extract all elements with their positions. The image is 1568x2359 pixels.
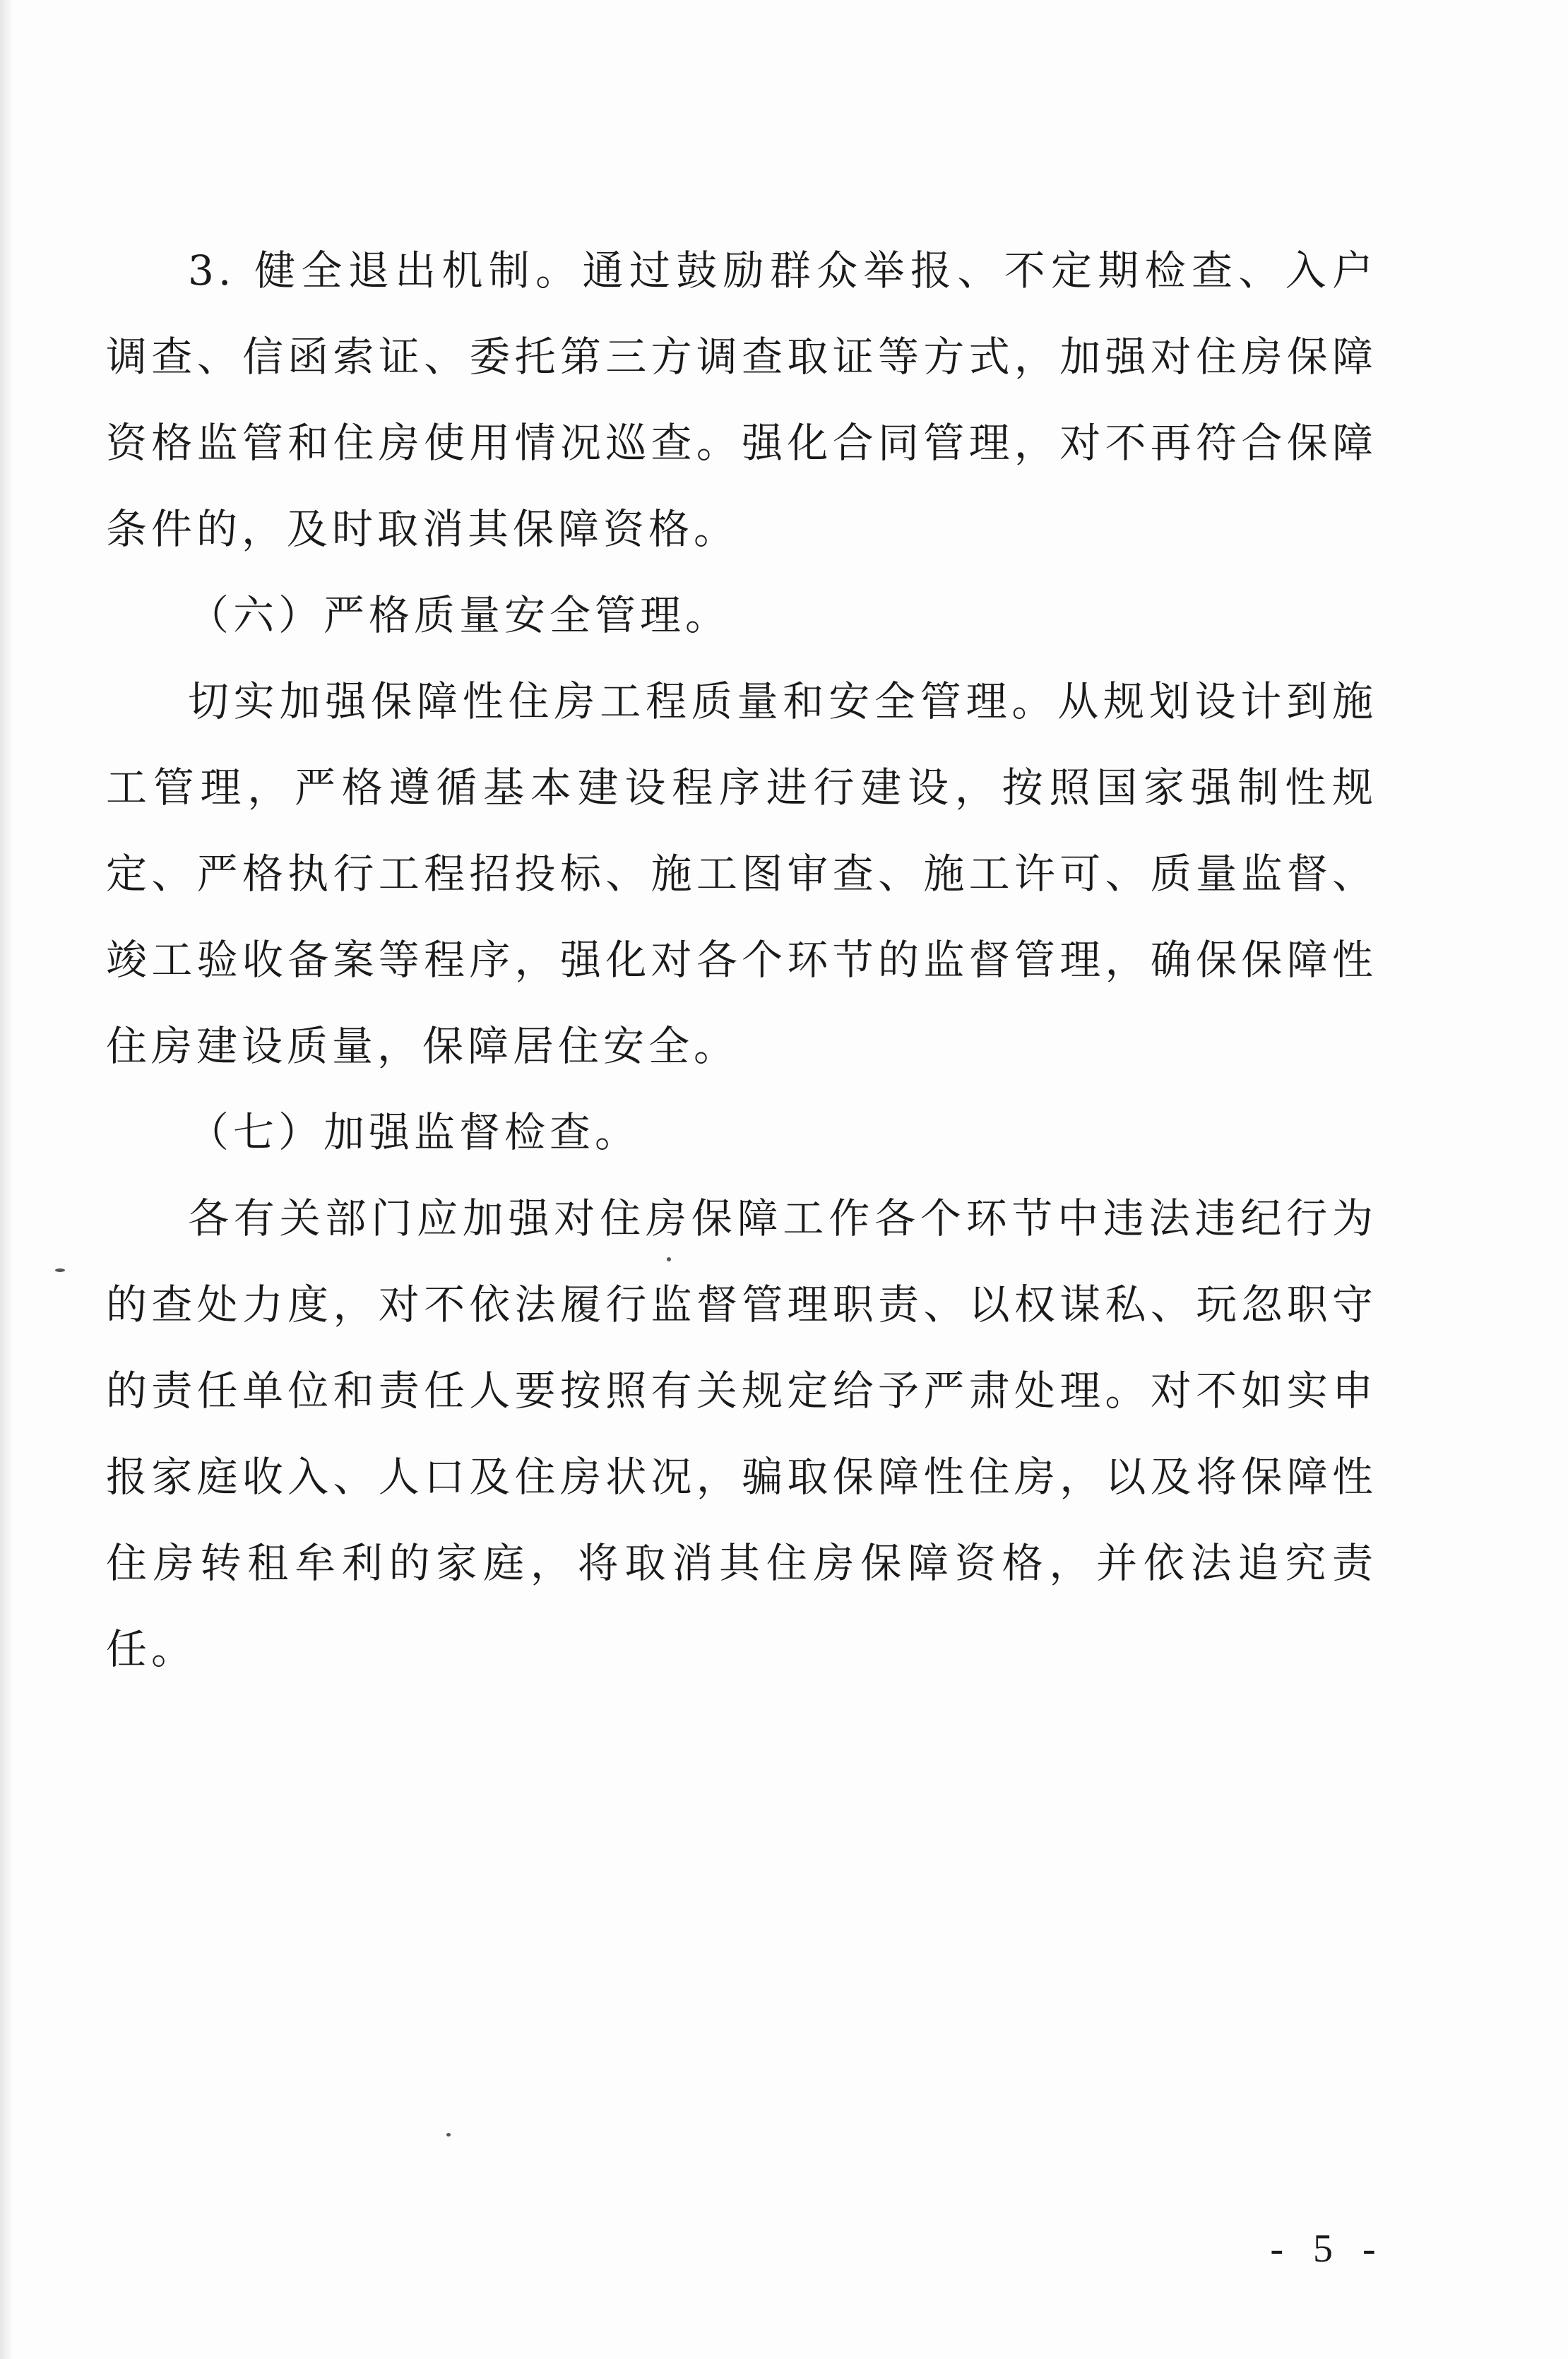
scan-speck — [446, 2133, 451, 2137]
paragraph-exit-mechanism: 3. 健全退出机制。通过鼓励群众举报、不定期检查、入户调查、信函索证、委托第三方调查取证等方式，加强对住房保障资格监管和住房使用情况巡查。强化合同管理，对不再符合保障条件的，及时取消其保障资格。 — [106, 246, 1377, 553]
section-heading-quality-safety: （六）严格质量安全管理。 — [188, 591, 731, 639]
scan-speck — [55, 1268, 65, 1272]
paragraph-supervision: 各有关部门应加强对住房保障工作各个环节中违法违纪行为的查处力度，对不依法履行监督管理职责、以权谋私、玩忽职守的责任单位和责任人要按照有关规定给予严肃处理。对不如实申报家庭收入、人口及住房状况，骗取保障性住房，以及将保障性住房转租牟利的家庭，将取消其住房保障资格，并依法追究责任。 — [106, 1194, 1377, 1673]
scan-edge-shadow — [0, 0, 13, 2359]
section-heading-supervision: （七）加强监督检查。 — [188, 1108, 641, 1156]
page-number: - 5 - — [1270, 2227, 1386, 2271]
scan-speck — [667, 1257, 671, 1261]
paragraph-quality-safety: 切实加强保障性住房工程质量和安全管理。从规划设计到施工管理，严格遵循基本建设程序进行建设，按照国家强制性规定、严格执行工程招投标、施工图审查、施工许可、质量监督、竣工验收备案等程序，强化对各个环节的监督管理，确保保障性住房建设质量，保障居住安全。 — [106, 677, 1377, 1070]
document-body — [106, 227, 1377, 1692]
